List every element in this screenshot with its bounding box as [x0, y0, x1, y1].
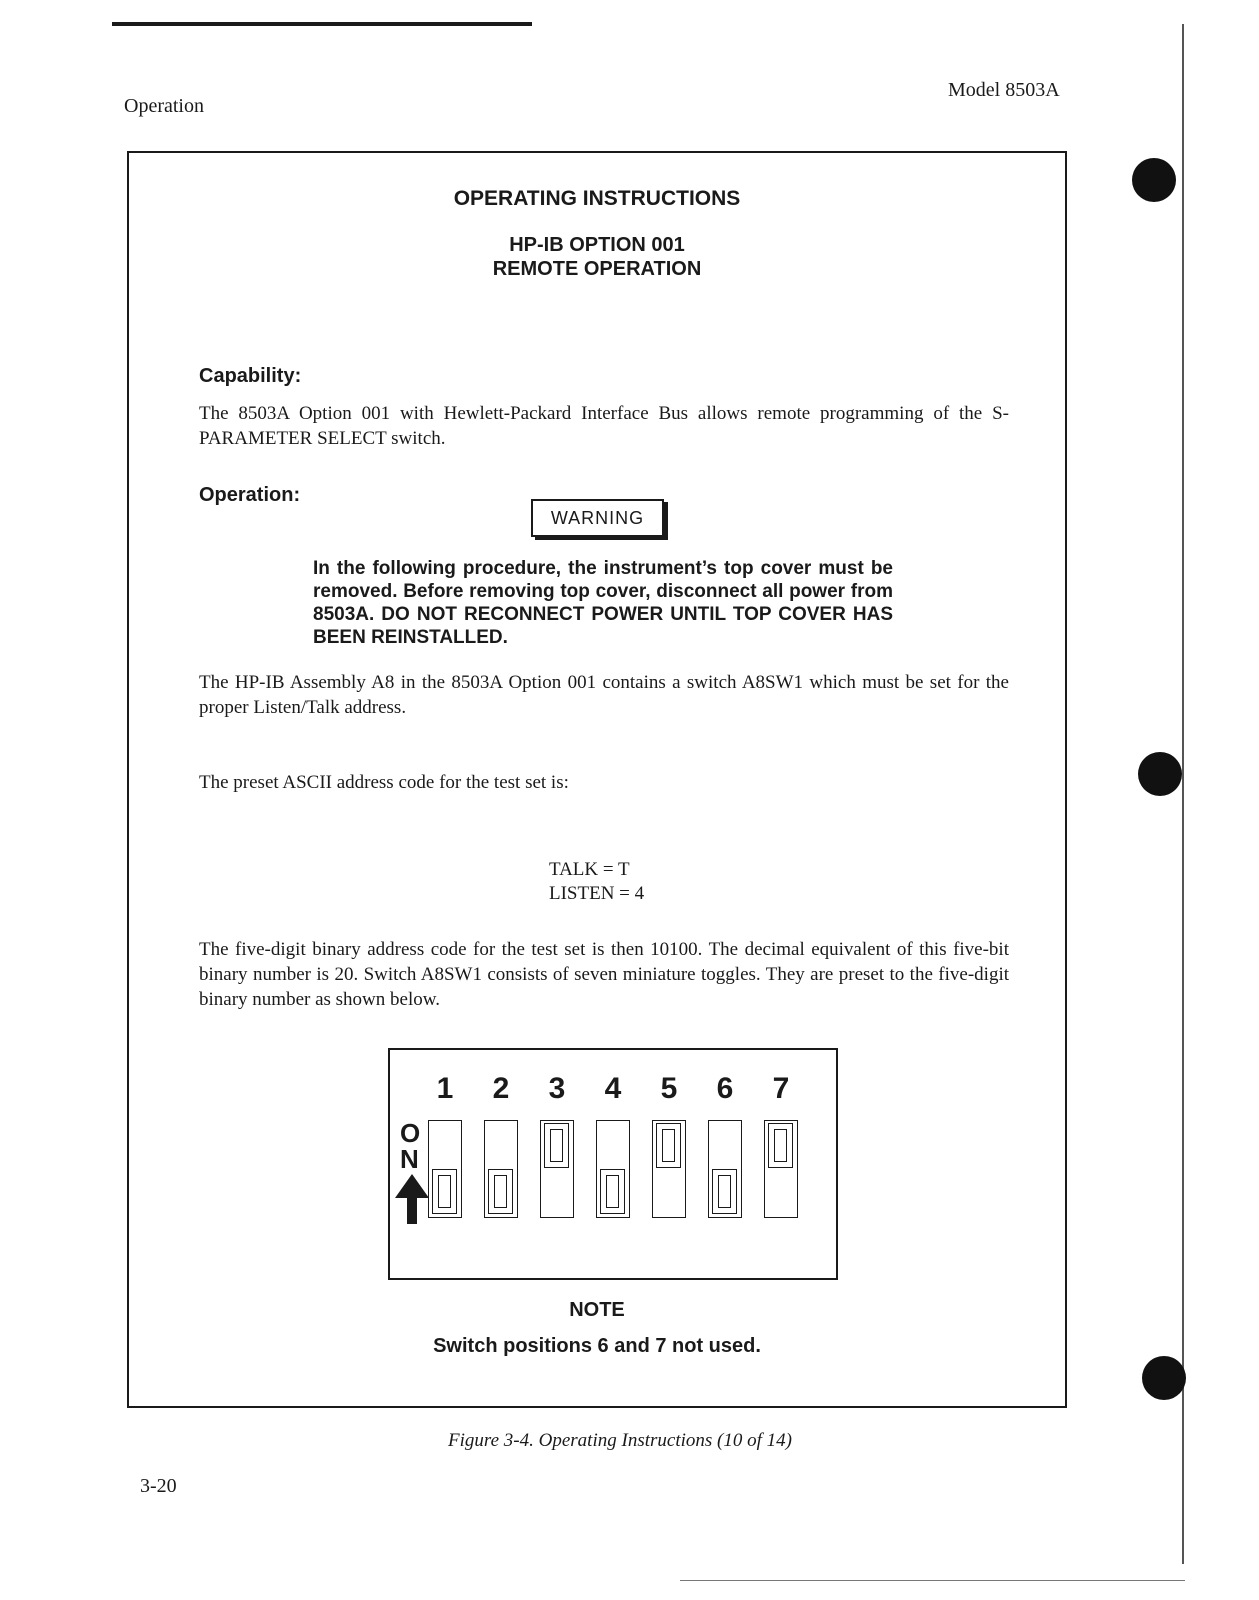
switch-toggle-7	[764, 1120, 798, 1218]
binder-hole-icon	[1138, 752, 1182, 796]
binary-paragraph: The five-digit binary address code for the test set is then 10100. The decimal equivalent of this five-bit binary number is 20. Switch A8SW1 consists of seven miniature toggles. They are preset to the five-digit binary number as shown below.	[199, 939, 1009, 1010]
switch-toggle-1	[428, 1120, 462, 1218]
preset-paragraph: The preset ASCII address code for the test set is:	[199, 772, 569, 793]
on-label-o: O	[400, 1118, 421, 1148]
box-subtitle	[129, 233, 1065, 281]
talk-address: TALK = T	[549, 859, 630, 880]
switch-number-6: 6	[716, 1072, 734, 1105]
switch-number-2: 2	[492, 1072, 510, 1105]
note-title: NOTE	[569, 1299, 625, 1321]
running-header-model: Model 8503A	[948, 79, 1060, 101]
warning-label: WARNING	[531, 499, 664, 537]
switch-number-1: 1	[436, 1072, 454, 1105]
running-header-section: Operation	[124, 95, 204, 117]
switch-number-4: 4	[604, 1072, 622, 1105]
instructions-box	[127, 151, 1067, 1408]
dip-switch-diagram	[388, 1048, 838, 1280]
switch-knob-1	[432, 1169, 457, 1214]
switch-toggle-2	[484, 1120, 518, 1218]
binder-hole-icon	[1142, 1356, 1186, 1400]
switch-toggle-4	[596, 1120, 630, 1218]
switch-number-5: 5	[660, 1072, 678, 1105]
switch-knob-4	[600, 1169, 625, 1214]
switch-knob-2	[488, 1169, 513, 1214]
switch-number-7: 7	[772, 1072, 790, 1105]
switch-toggle-3	[540, 1120, 574, 1218]
capability-text: The 8503A Option 001 with Hewlett-Packard Interface Bus allows remote programming of the S-PARAMETER SELECT switch.	[199, 403, 1009, 449]
note-text: Switch positions 6 and 7 not used.	[433, 1335, 761, 1357]
subtitle-line-2: REMOTE OPERATION	[492, 258, 702, 280]
binder-hole-icon	[1132, 158, 1176, 202]
page-edge	[1182, 24, 1184, 1564]
on-arrow-icon	[395, 1174, 429, 1224]
top-rule	[112, 22, 532, 26]
warning-text: In the following procedure, the instrument’s top cover must be removed. Before removing top cover, disconnect all power from 8503A. DO NOT RECONNECT POWER UNTIL TOP COVER HAS BEEN REINSTALLED.	[313, 558, 893, 648]
switch-knob-6	[712, 1169, 737, 1214]
page-number: 3-20	[140, 1475, 177, 1497]
switch-toggle-5	[652, 1120, 686, 1218]
subtitle-line-1: HP-IB OPTION 001	[509, 234, 685, 256]
capability-heading: Capability:	[199, 365, 302, 387]
assembly-paragraph: The HP-IB Assembly A8 in the 8503A Option 001 contains a switch A8SW1 which must be set for the proper Listen/Talk address.	[199, 672, 1009, 718]
switch-knob-7	[768, 1123, 793, 1168]
switch-knob-5	[656, 1123, 681, 1168]
bottom-rule	[680, 1580, 1185, 1581]
box-title: OPERATING INSTRUCTIONS	[453, 187, 741, 210]
switch-number-3: 3	[548, 1072, 566, 1105]
figure-caption: Figure 3-4. Operating Instructions (10 of 14)	[448, 1430, 792, 1451]
listen-address: LISTEN = 4	[549, 883, 645, 904]
switch-toggle-6	[708, 1120, 742, 1218]
operation-heading: Operation:	[199, 484, 301, 506]
on-label-n: N	[400, 1144, 419, 1174]
switch-knob-3	[544, 1123, 569, 1168]
